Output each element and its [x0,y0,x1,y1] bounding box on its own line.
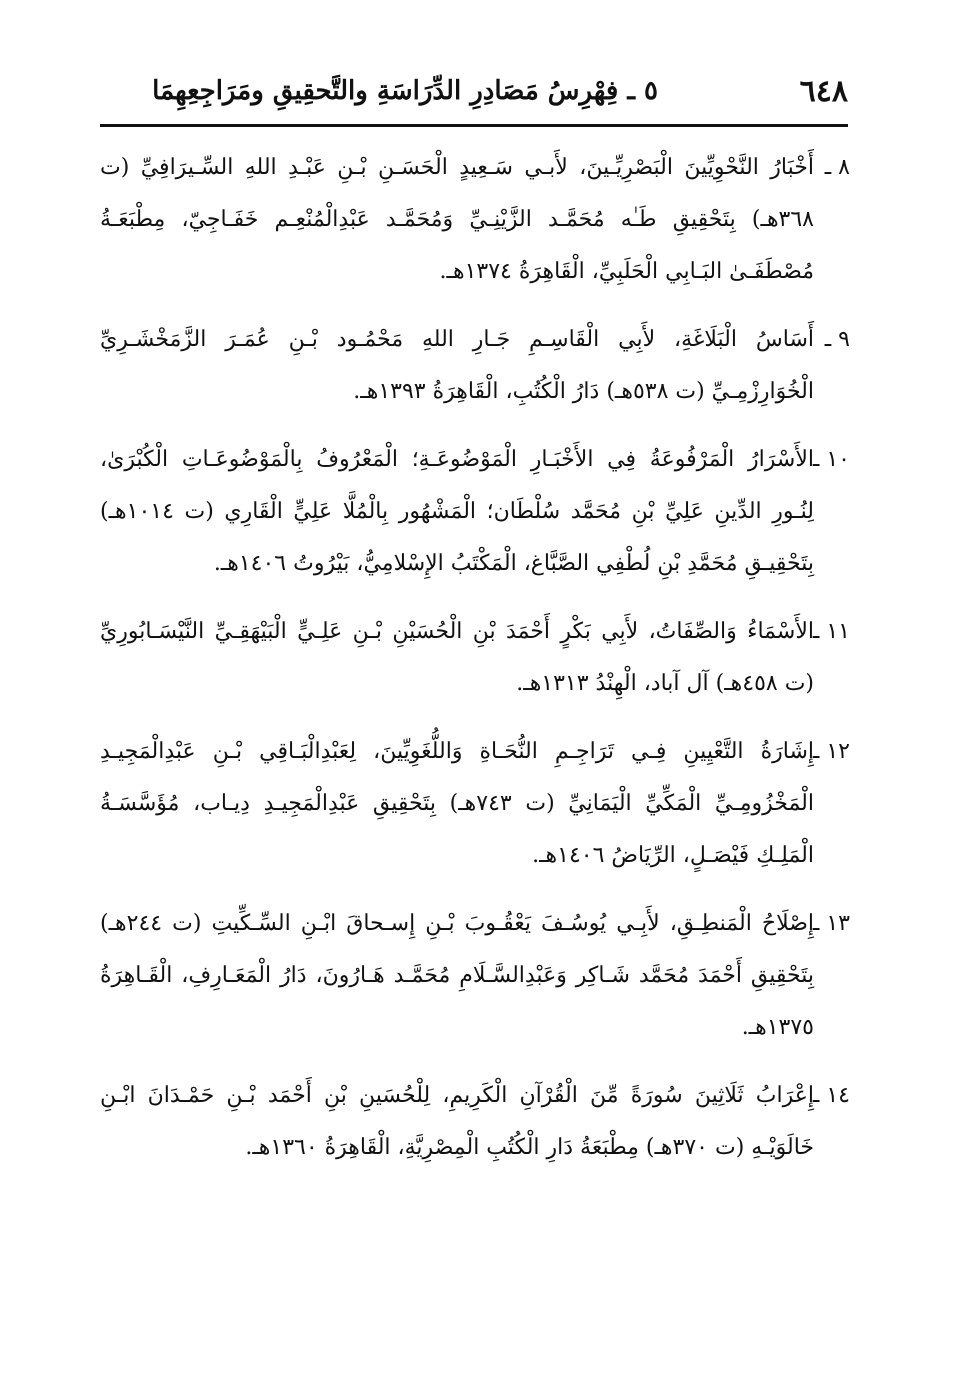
bibliography-list [100,142,850,1190]
page-number: ٦٤٨ [799,74,848,109]
bibliography-entry-13 [100,898,850,1054]
bibliography-entry-12 [100,726,850,882]
entry-text: أَخْبَارُ النَّحْوِيِّينَ الْبَصْرِيِّـينَ، لأَبـي سَـعِيدٍ الْحَسَـنِ بْـنِ عَبْـدِ اللهِ السِّـيرَافِيِّ (ت ٣٦٨هـ) بِتَحْقِيقِ طَـٰه مُحَمَّـد الزَّيْنِـيِّ وَمُحَمَّـد عَبْدِالْمُنْعِـم خَفَـاجِيّ، مِطْبَعَـةُ مُصْطَفَـىٰ البَـابِي الْحَلَبِيِّ، الْقَاهِرَةُ ١٣٧٤هـ. [100,155,814,284]
entry-number: ٩ ـ [824,327,850,352]
entry-text: إِصْلَاحُ الْمَنطِـقِ، لأَبِـي يُوسُـفَ يَعْقُـوبَ بْـنِ إِسـحاقَ ابْـنِ السِّـكِّيتِ (ت ٢٤٤هـ) بِتَحْقِيقِ أَحْمَدَ مُحَمَّد شَـاكِر وَعَبْدِالسَّـلَامِ مُحَمَّـد هَـارُونَ، دَارُ الْمَعَـارِفِ، الْقَـاهِرَةُ ١٣٧٥هـ. [100,911,814,1040]
bibliography-entry-14 [100,1070,850,1174]
bibliography-entry-8 [100,142,850,298]
entry-number: ١١ ـ [812,619,850,644]
entry-number: ١٢ ـ [812,739,850,764]
running-title: ٥ ـ فِهْرِسُ مَصَادِرِ الدِّرَاسَةِ والتَّحقِيقِ ومَرَاجِعِهِمَا [152,76,658,106]
entry-number: ٨ ـ [824,155,850,180]
entry-number: ١٠ ـ [812,447,850,472]
entry-text: الأَسْرَارُ الْمَرْفُوعَةُ فِي الأَخْبَـارِ الْمَوْضُوعَـةِ؛ الْمَعْرُوفُ بِالْمَوْضُوعَـاتِ الْكُبْرَىٰ، لِنُـورِ الدِّينِ عَلِيِّ بْنِ مُحَمَّد سُلْطَان؛ الْمَشْهُور بِالْمُلَّا عَلِيٍّ الْقَارِي (ت ١٠١٤هـ) بِتَحْقِيـقِ مُحَمَّدِ بْنِ لُطْفِي الصَّبَّاغ، الْمَكْتَبُ الإِسْلامِيُّ، بَيْرُوتُ ١٤٠٦هـ. [100,447,814,576]
bibliography-entry-11 [100,606,850,710]
header-rule [100,124,848,127]
entry-text: الأَسْمَاءُ وَالصِّفَاتُ، لأَبِي بَكْرٍ أَحْمَدَ بْنِ الْحُسَيْنِ بْـنِ عَلِـيٍّ الْبَيْهَقِـيِّ النَّيْسَـابُورِيِّ (ت ٤٥٨هـ) آل آباد، الْهِنْدُ ١٣١٣هـ. [100,619,814,696]
entry-text: إِعْرَابُ ثَلَاثِينَ سُورَةً مِّنَ الْقُرْآنِ الْكَرِيمِ، لِلْحُسَينِ بْنِ أَحْمَد بْـنِ حَمْـدَانَ ابْـنِ خَالَوَيْـهِ (ت ٣٧٠هـ) مِطْبَعَةُ دَارِ الْكُتُبِ الْمِصْرِيَّةِ، الْقَاهِرَةُ ١٣٦٠هـ. [100,1083,814,1160]
entry-number: ١٤ ـ [812,1083,850,1108]
entry-text: أَسَاسُ الْبَلَاغَةِ، لأَبِي الْقَاسِـمِ جَـارِ اللهِ مَحْمُـود بْـنِ عُمَـرَ الزَّمَخْشَـرِيِّ الْخُوَارِزْمِـيِّ (ت ٥٣٨هـ) دَارُ الْكُتُبِ، الْقَاهِرَةُ ١٣٩٣هـ. [100,327,814,404]
page-header [100,70,848,120]
entry-text: إِشَارَةُ التَّعْيِينِ فِـي تَرَاجِـمِ النُّحَـاةِ وَاللُّغَوِيِّينَ، لِعَبْدِالْبَـاقِي بْـنِ عَبْدِالْمَجِيـدِ الْمَخْزُومِـيِّ الْمَكِّيِّ الْيَمَانِيِّ (ت ٧٤٣هـ) بِتَحْقِيقِ عَبْدِالْمَجِيـدِ دِيـاب، مُؤَسَّسَـةُ الْمَلِـكِ فَيْصَـلٍ، الرِّيَاضُ ١٤٠٦هـ. [100,739,814,868]
bibliography-entry-9 [100,314,850,418]
entry-number: ١٣ ـ [812,911,850,936]
bibliography-entry-10 [100,434,850,590]
